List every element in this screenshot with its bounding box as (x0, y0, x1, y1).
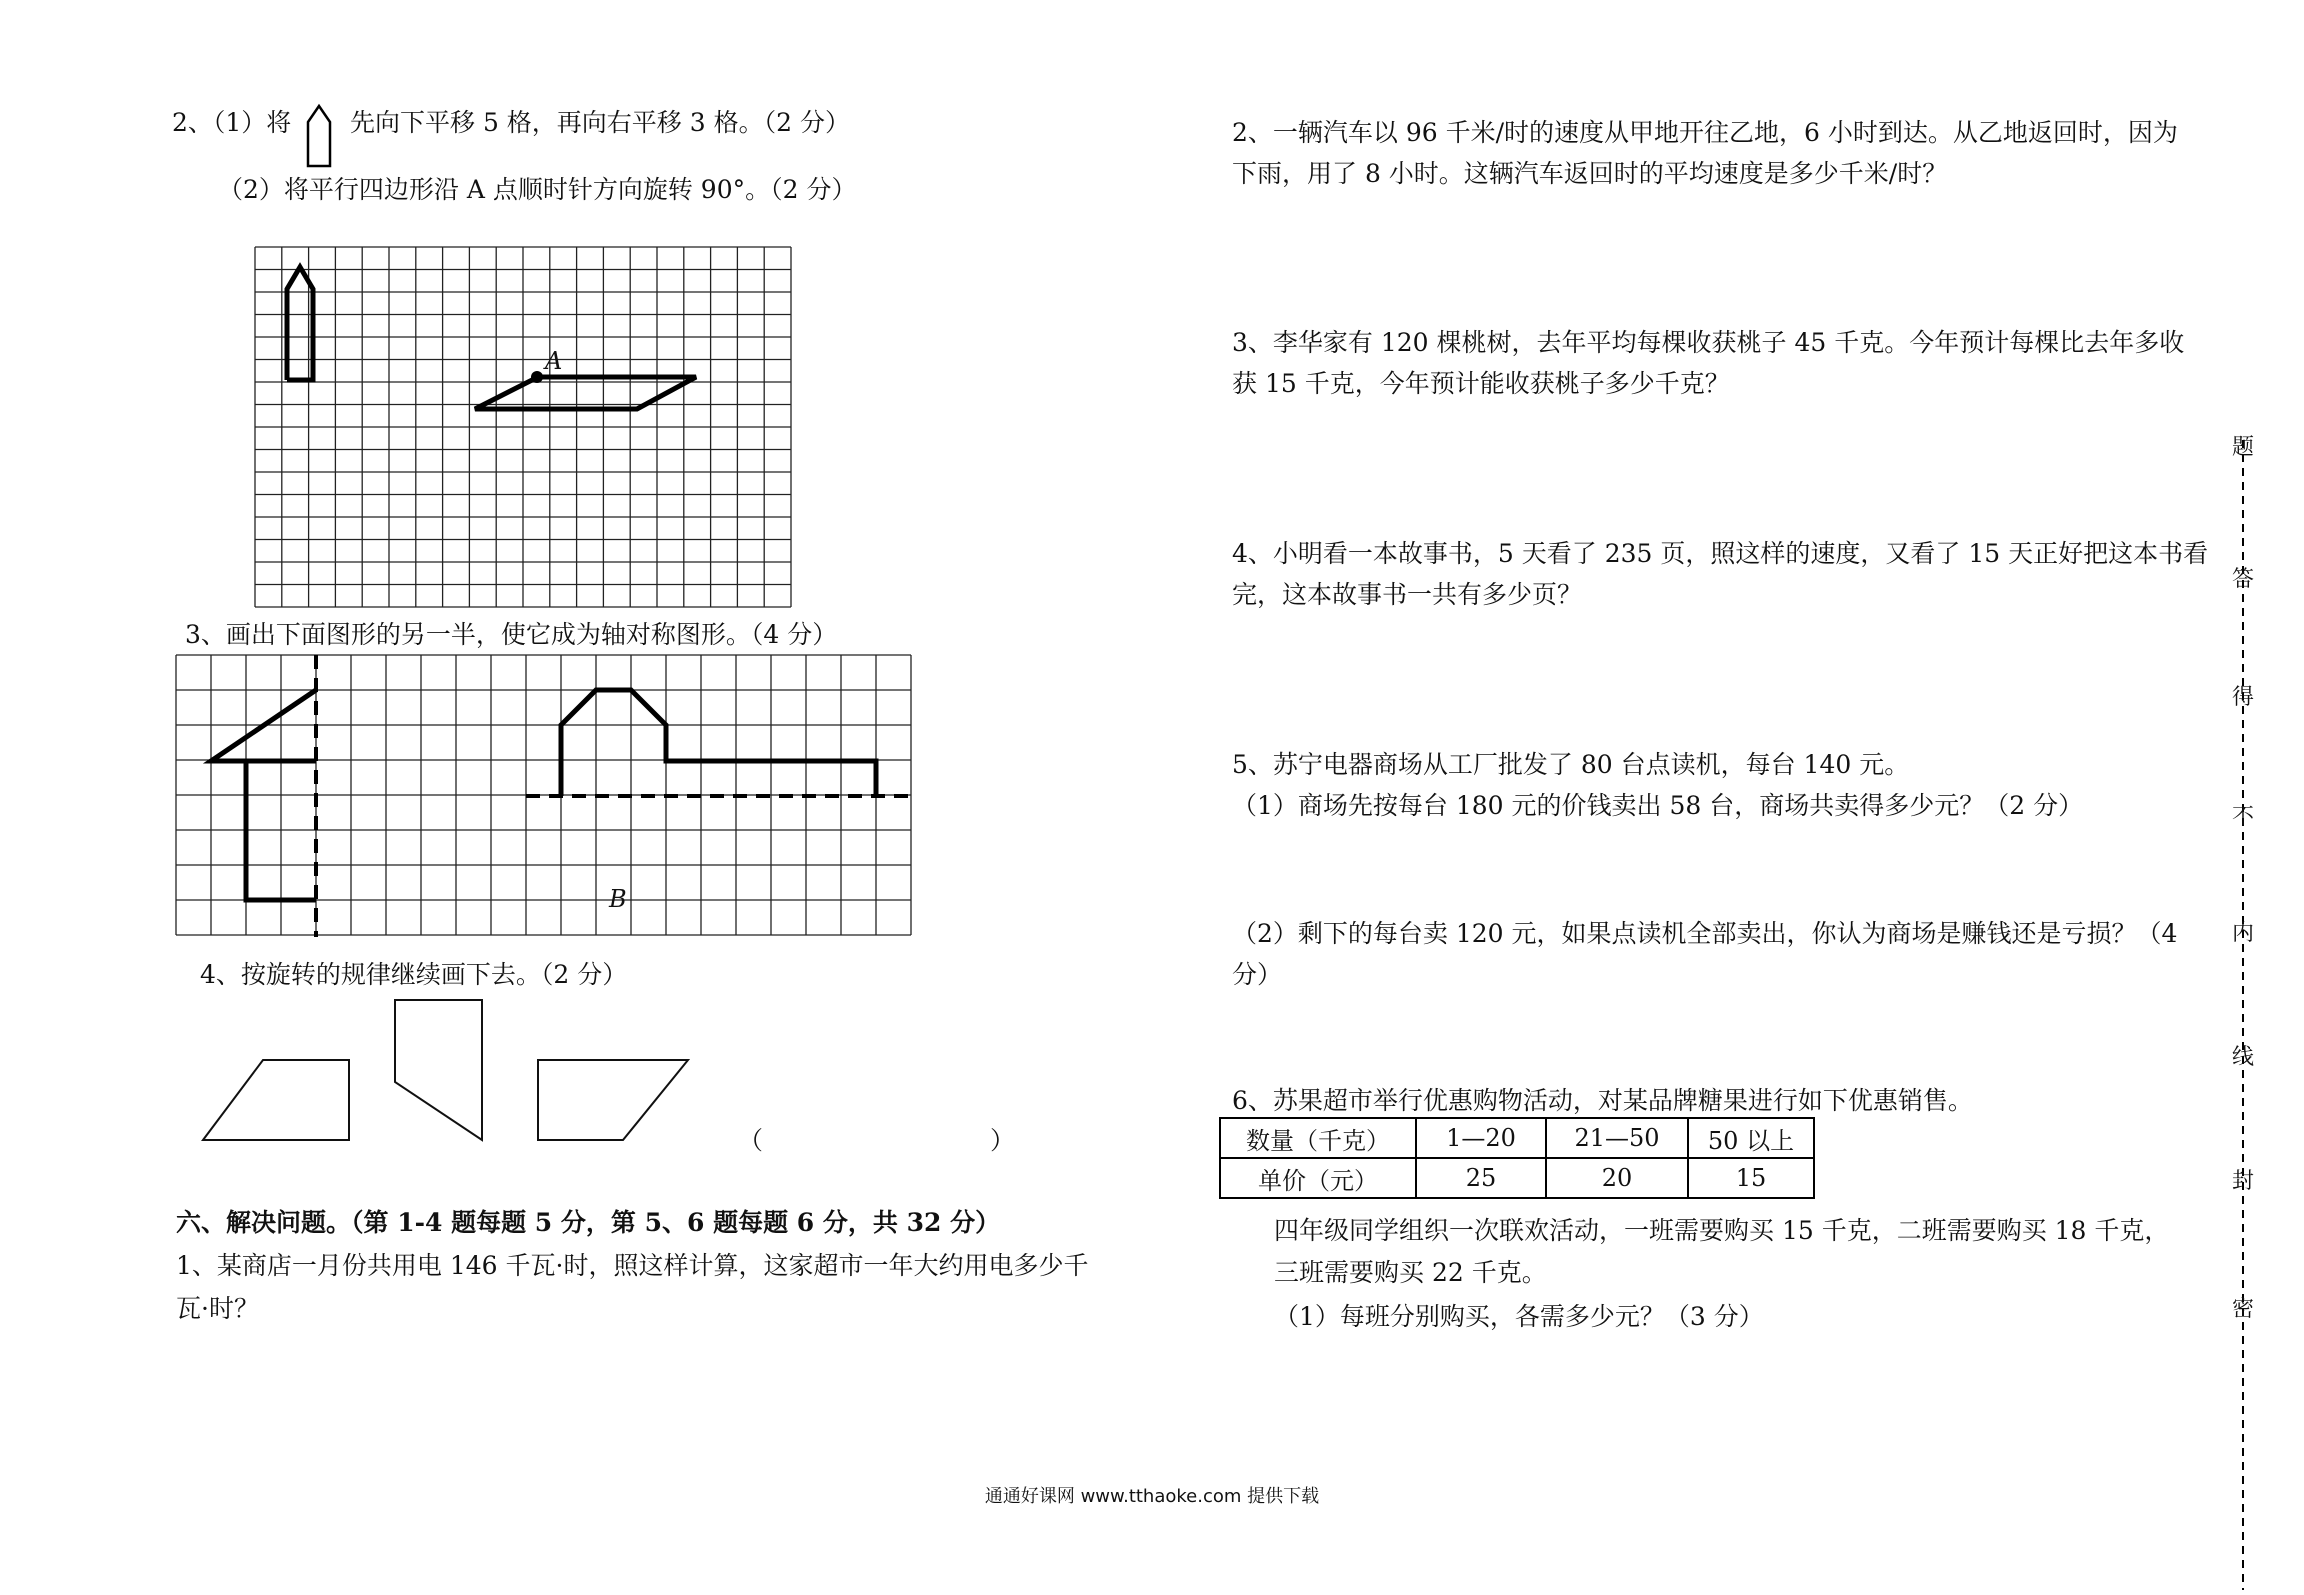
section-6-title: 六、解决问题。（第 1-4 题每题 5 分，第 5、6 题每题 6 分，共 32 分） (176, 1208, 1001, 1237)
answer-paren-right: ） (990, 1126, 1016, 1155)
problem-5-line-1: 5、苏宁电器商场从工厂批发了 80 台点读机，每台 140 元。 (1232, 750, 1910, 779)
problem-5-part-1: （1）商场先按每台 180 元的价钱卖出 58 台，商场共卖得多少元？（2 分） (1232, 791, 2084, 820)
problem-3-line-2: 获 15 千克，今年预计能收获桃子多少千克？ (1232, 369, 1730, 398)
q2-part1-prefix: 2、（1）将 (172, 108, 292, 137)
point-a (531, 371, 543, 383)
footer-source: 通通好课网 www.tthaoke.com 提供下载 (984, 1486, 1320, 1507)
table-cell: 20 (1546, 1158, 1688, 1198)
grid-symmetry (176, 655, 911, 937)
problem-6-line-1: 6、苏果超市举行优惠购物活动，对某品牌糖果进行如下优惠销售。 (1232, 1086, 1973, 1115)
problem-6-part-1: （1）每班分别购买，各需多少元？（3 分） (1274, 1302, 1764, 1331)
margin-char: 线 (2232, 1045, 2255, 1070)
table-cell: 21—50 (1546, 1118, 1688, 1158)
problem-2-line-2: 下雨，用了 8 小时。这辆汽车返回时的平均速度是多少千米/时？ (1232, 159, 1948, 188)
problem-4-line-1: 4、小明看一本故事书，5 天看了 235 页，照这样的速度，又看了 15 天正好把这本书看 (1232, 539, 2209, 568)
price-table (1219, 1117, 1815, 1199)
half-shape-right (561, 690, 876, 796)
rotation-pattern (195, 990, 715, 1150)
table-cell: 单价（元） (1220, 1158, 1416, 1198)
rotation-shape-1 (203, 1060, 349, 1140)
rotation-shape-3 (538, 1060, 688, 1140)
q2-part1-suffix: 先向下平移 5 格，再向右平移 3 格。（2 分） (350, 108, 850, 137)
table-cell: 15 (1688, 1158, 1814, 1198)
table-cell: 数量（千克） (1220, 1118, 1416, 1158)
table-cell: 25 (1416, 1158, 1546, 1198)
q4-title: 4、按旋转的规律继续画下去。（2 分） (200, 960, 628, 989)
table-row (1220, 1118, 1814, 1158)
problem-6-line-3: 三班需要购买 22 千克。 (1274, 1258, 1547, 1287)
house-shape-icon (306, 104, 332, 168)
problem-5-part-2-cont: 分） (1232, 960, 1283, 989)
problem-2-line-1: 2、一辆汽车以 96 千米/时的速度从甲地开往乙地，6 小时到达。从乙地返回时，因为 (1232, 118, 2178, 147)
binding-dashed-line (2240, 440, 2246, 1590)
grid-translation-rotation (255, 247, 795, 609)
margin-char: 题 (2232, 435, 2255, 460)
q2-part2: （2）将平行四边形沿 A 点顺时针方向旋转 90°。（2 分） (218, 175, 857, 204)
point-a-label: A (545, 347, 563, 375)
problem-1-line-1: 1、某商店一月份共用电 146 千瓦·时，照这样计算，这家超市一年大约用电多少千 (176, 1251, 1089, 1280)
table-cell: 1—20 (1416, 1118, 1546, 1158)
table-row (1220, 1158, 1814, 1198)
problem-4-line-2: 完，这本故事书一共有多少页？ (1232, 580, 1583, 609)
q3-title: 3、画出下面图形的另一半，使它成为轴对称图形。（4 分） (185, 620, 838, 649)
point-b-label: B (609, 885, 627, 913)
answer-paren-left: （ (738, 1126, 764, 1155)
problem-3-line-1: 3、李华家有 120 棵桃树，去年平均每棵收获桃子 45 千克。今年预计每棵比去年多收 (1232, 328, 2185, 357)
margin-char: 内 (2232, 921, 2255, 946)
rotation-shape-2 (395, 1000, 482, 1140)
margin-char: 得 (2232, 685, 2255, 710)
margin-char: 答 (2232, 567, 2255, 592)
problem-6-line-2: 四年级同学组织一次联欢活动，一班需要购买 15 千克，二班需要购买 18 千克， (1274, 1216, 2170, 1245)
problem-5-part-2: （2）剩下的每台卖 120 元，如果点读机全部卖出，你认为商场是赚钱还是亏损？（4 (1232, 919, 2178, 948)
margin-char: 不 (2232, 805, 2255, 830)
margin-char: 密 (2232, 1297, 2255, 1322)
margin-char: 封 (2232, 1169, 2255, 1194)
table-cell: 50 以上 (1688, 1118, 1814, 1158)
problem-1-line-2: 瓦·时？ (176, 1294, 259, 1323)
